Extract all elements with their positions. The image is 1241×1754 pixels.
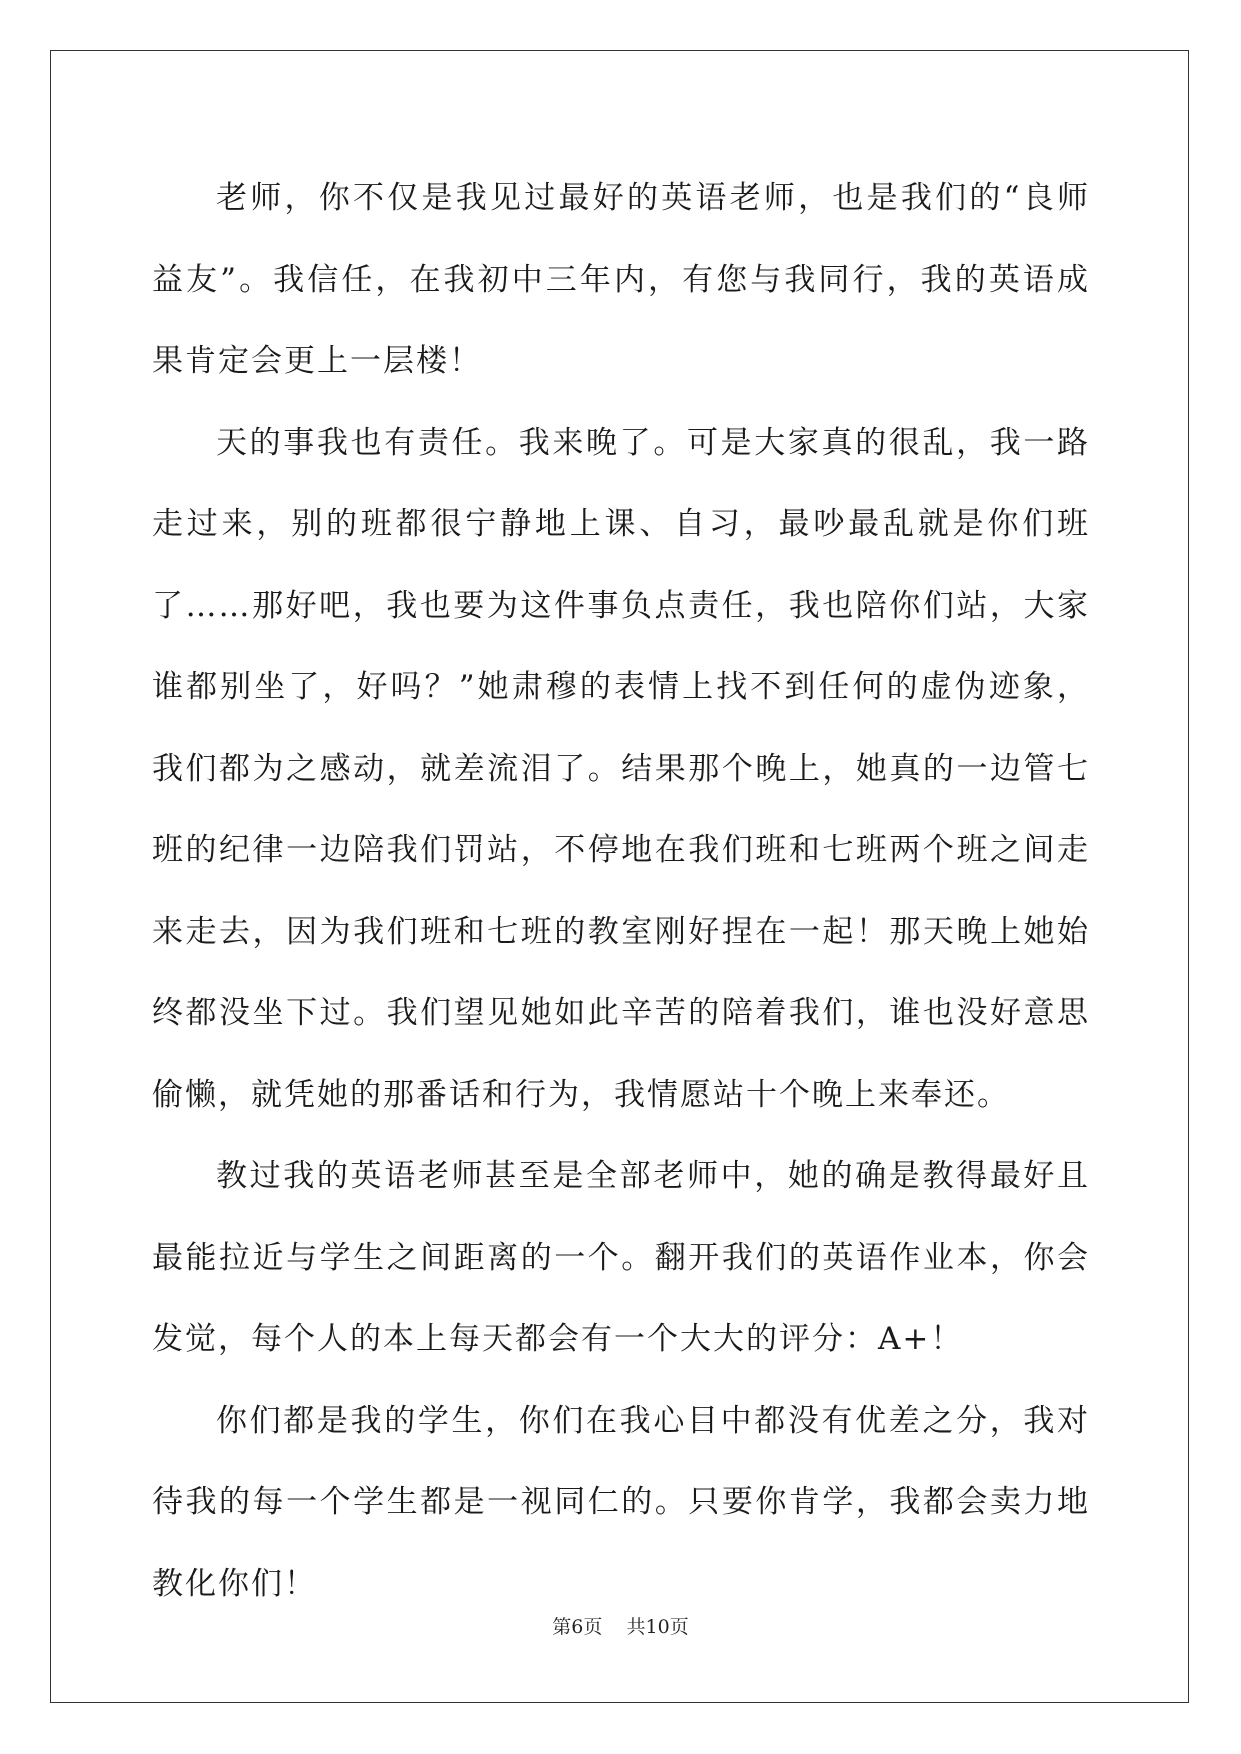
document-body bbox=[152, 158, 1090, 1625]
paragraph: 老师，你不仅是我见过最好的英语老师，也是我们的“良师益友”。我信任，在我初中三年内，有您与我同行，我的英语成果肯定会更上一层楼！ bbox=[152, 180, 1090, 379]
paragraph: 教过我的英语老师甚至是全部老师中，她的确是教得最好且最能拉近与学生之间距离的一个。翻开我们的英语作业本，你会发觉，每个人的本上每天都会有一个大大的评分：A+！ bbox=[152, 1158, 1090, 1357]
page-number-footer: 第6页 共10页 bbox=[552, 1616, 689, 1638]
paragraph: 你们都是我的学生，你们在我心目中都没有优差之分，我对待我的每一个学生都是一视同仁的。只要你肯学，我都会卖力地教化你们！ bbox=[152, 1402, 1090, 1602]
paragraph: 天的事我也有责任。我来晚了。可是大家真的很乱，我一路走过来，别的班都很宁静地上课、自习，最吵最乱就是你们班了……那好吧，我也要为这件事负点责任，我也陪你们站，大家谁都别坐了，好吗？”她肃穆的表情上找不到任何的虚伪迹象，我们都为之感动，就差流泪了。结果那个晚上，她真的一边管七班的纪律一边陪我们罚站，不停地在我们班和七班两个班之间走来走去，因为我们班和七班的教室刚好捏在一起！那天晚上她始终都没坐下过。我们望见她如此辛苦的陪着我们，谁也没好意思偷懒，就凭她的那番话和行为，我情愿站十个晚上来奉还。 bbox=[152, 424, 1090, 1113]
